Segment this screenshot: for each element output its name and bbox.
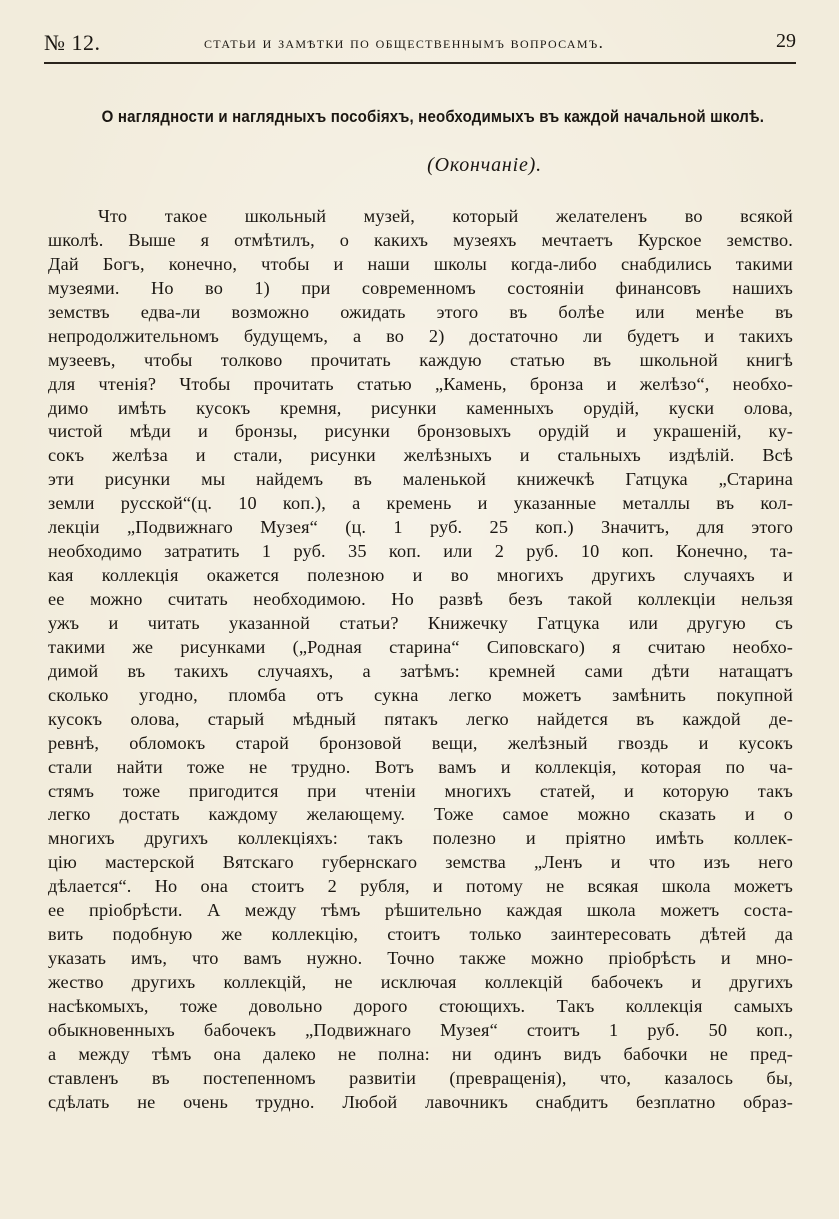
text-line: кая коллекція окажется полезною и во многихъ другихъ случаяхъ и [48, 565, 793, 586]
text-line: указать имъ, что вамъ нужно. Точно также можно пріобрѣсть и мно- [48, 948, 793, 969]
article-body [48, 205, 793, 1115]
text-line: легко достать каждому желающему. Тоже самое можно сказать и о [48, 804, 793, 825]
text-line: непродолжительномъ будущемъ, а во 2) достаточно ли будетъ и такихъ [48, 325, 793, 346]
text-line: лекціи „Подвижнаго Музея“ (ц. 1 руб. 25 коп.) Значитъ, для этого [48, 517, 793, 538]
text-line: земствъ едва-ли возможно ожидать этого въ болѣе или менѣе въ [48, 301, 793, 322]
text-line: стямъ тоже пригодится при чтеніи многихъ статей, и которую такъ [48, 780, 793, 801]
text-line: чистой мѣди и бронзы, рисунки бронзовыхъ орудій и украшеній, ку- [48, 421, 793, 442]
text-line: ее можно считать необходимою. Но развѣ безъ такой коллекціи нельзя [48, 589, 793, 609]
text-line: школѣ. Выше я отмѣтилъ, о какихъ музеяхъ мечтаетъ Курское земство. [48, 229, 793, 250]
text-line: а между тѣмъ она далеко не полна: ни одинъ видъ бабочки не пред- [48, 1043, 793, 1064]
text-line: Дай Богъ, конечно, чтобы и наши школы когда-либо снабдились такими [48, 253, 793, 274]
text-line: музеями. Но во 1) при современномъ состояніи финансовъ нашихъ [48, 277, 793, 298]
text-line: сокъ желѣза и стали, рисунки желѣзныхъ и стальныхъ издѣлій. Всѣ [48, 445, 793, 466]
text-line: Что такое школьный музей, который желателенъ во всякой [98, 206, 793, 226]
text-line: музеевъ, чтобы толково прочитать каждую статью въ школьной книгѣ [48, 349, 793, 370]
text-line: обыкновенныхъ бабочекъ „Подвижнаго Музея“ стоитъ 1 руб. 50 коп., [48, 1019, 793, 1040]
text-line: дѣлается“. Но она стоитъ 2 рубля, и потому не всякая школа можетъ [48, 876, 793, 897]
text-line: димо имѣть кусокъ кремня, рисунки каменныхъ орудій, куски олова, [48, 397, 793, 418]
text-line: необходимо затратить 1 руб. 35 коп. или 2 руб. 10 коп. Конечно, та- [48, 541, 793, 562]
text-line: ее пріобрѣсти. А между тѣмъ рѣшительно каждая школа можетъ соста- [48, 900, 793, 921]
article-title: О наглядности и наглядныхъ пособіяхъ, необходимыхъ въ каждой начальной школѣ. [101, 107, 765, 126]
text-line: для чтенія? Чтобы прочитать статью „Камень, бронза и желѣзо“, необхо- [48, 373, 793, 394]
text-line: вить подобную же коллекцію, стоитъ только заинтересовать дѣтей да [48, 924, 793, 945]
text-line: жество другихъ коллекцій, не исключая коллекцій бабочекъ и другихъ [48, 972, 793, 992]
issue-number: № 12. [44, 30, 101, 55]
text-line: ставленъ въ постепенномъ развитіи (превращенія), что, казалось бы, [48, 1067, 793, 1088]
text-line: сколько угодно, пломба отъ сукна легко можетъ замѣнить покупной [48, 684, 793, 705]
running-title: статьи и замѣтки по общественнымъ вопросамъ. [204, 33, 605, 52]
text-line: эти рисунки мы найдемъ въ маленькой книжечкѣ Гатцука „Старина [48, 469, 793, 490]
text-line: земли русской“(ц. 10 коп.), а кремень и указанные металлы въ кол- [48, 493, 793, 514]
text-line: насѣкомыхъ, тоже довольно дорого стоющихъ. Такъ коллекція самыхъ [48, 995, 793, 1016]
text-line: кусокъ олова, старый мѣдный пятакъ легко найдется въ каждой де- [48, 708, 793, 729]
text-line: стали найти тоже не трудно. Вотъ вамъ и коллекція, которая по ча- [48, 756, 793, 777]
text-line: такими же рисунками („Родная старина“ Сиповскаго) я считаю необхо- [48, 636, 793, 657]
text-line: димой въ такихъ случаяхъ, а затѣмъ: кремней сами дѣти натащатъ [48, 660, 793, 681]
header-rule [44, 62, 796, 64]
text-line: цію мастерской Вятскаго губернскаго земства „Ленъ и что изъ него [48, 852, 793, 873]
article-subtitle: (Окончаніе). [427, 154, 542, 176]
text-line: ужъ и читать указанной статьи? Книжечку Гатцука или другую съ [48, 612, 793, 633]
text-line: сдѣлать не очень трудно. Любой лавочникъ снабдитъ безплатно образ- [48, 1091, 793, 1112]
text-line: ревнѣ, обломокъ старой бронзовой вещи, желѣзный гвоздь и кусокъ [48, 732, 793, 753]
text-line: многихъ другихъ коллекціяхъ: такъ полезно и пріятно имѣть коллек- [48, 828, 793, 849]
running-header [44, 30, 796, 56]
page-number: 29 [776, 30, 796, 52]
